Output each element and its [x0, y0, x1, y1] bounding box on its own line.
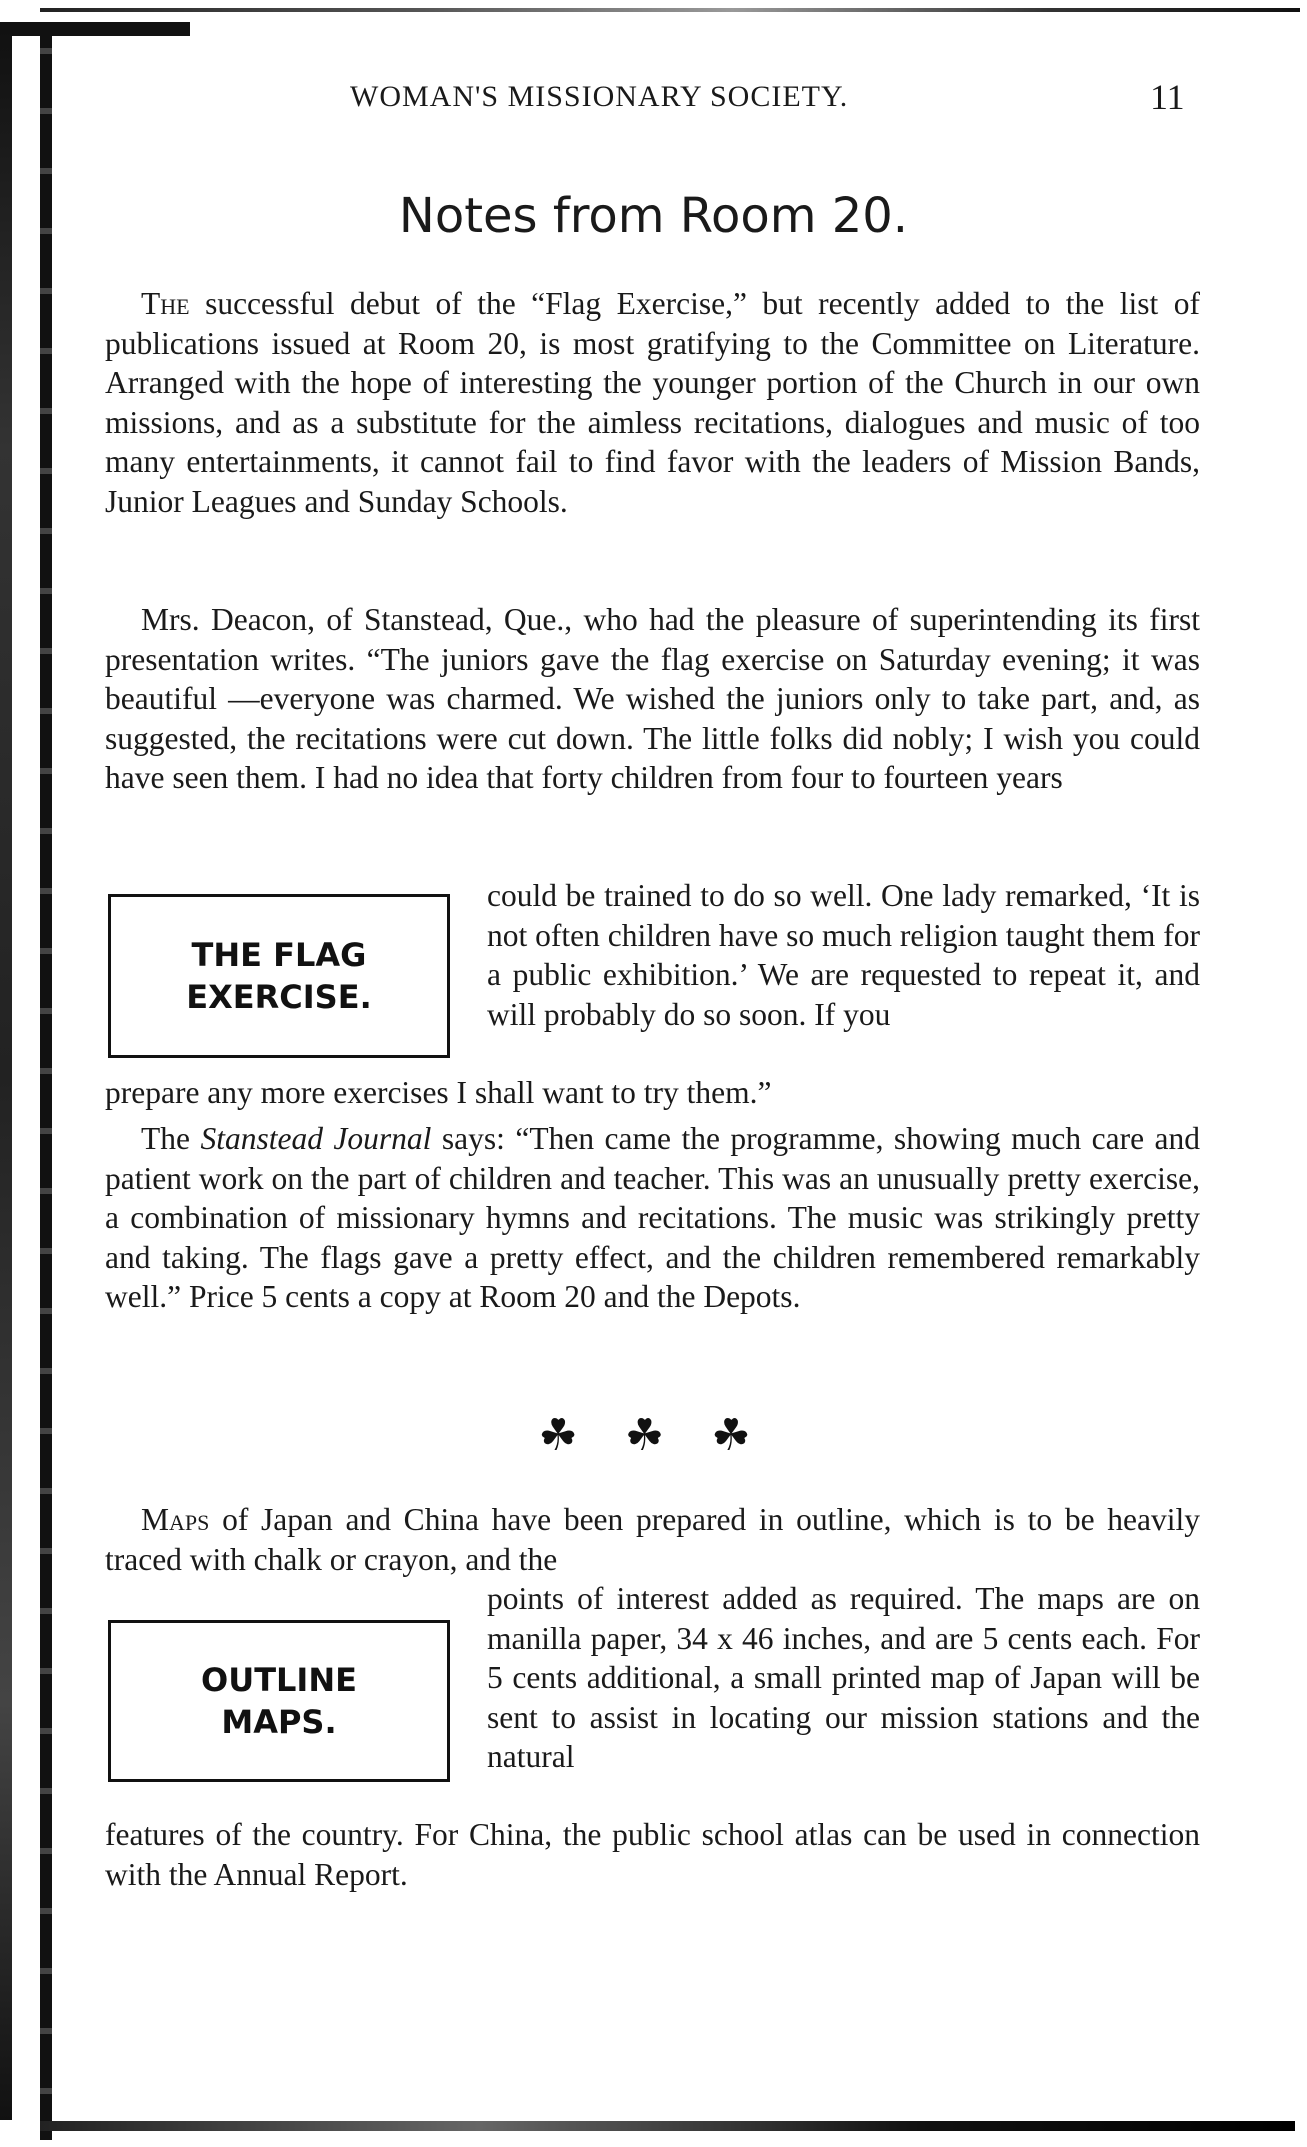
maps-paragraph-top-text: of Japan and China have been prepared in outline, which is to be heavily traced with chalk or crayon, and the	[105, 1502, 1200, 1577]
scan-top-edge	[40, 8, 1300, 12]
stanstead-journal-title: Stanstead Journal	[200, 1121, 432, 1156]
flag-exercise-sidenote	[108, 894, 450, 1058]
flag-paragraph-1	[105, 284, 1200, 521]
scan-binding-edge	[0, 30, 12, 2120]
running-head: WOMAN'S MISSIONARY SOCIETY.	[350, 80, 849, 113]
flag-paragraph-1-text: successful debut of the “Flag Exercise,” but recently added to the list of publications issued at Room 20, is most gratifying to the Committee on Literature. Arranged with the hope of interesting the younger portion of the Church in our own missions, and as a substitute for the aimless recitations, dialogues and music of too many entertainments, it cannot fail to find favor with the leaders of Mission Bands, Junior Leagues and Sunday Schools.	[105, 286, 1200, 519]
section-ornament: ☘ ☘ ☘	[538, 1411, 769, 1460]
flag-paragraph-2-bottom: prepare any more exercises I shall want to try them.”	[105, 1075, 772, 1110]
flag-paragraph-3-text: says: “Then came the programme, showing much care and patient work on the part of children and teacher. This was an unusually pretty exercise, a combination of missionary hymns and recitations. The music was strikingly pretty and taking. The flags gave a pretty effect, and the children remembered remarkably well.” Price 5 cents a copy at Room 20 and the Depots.	[105, 1121, 1200, 1314]
maps-paragraph-top	[105, 1500, 1200, 1579]
scan-top-corner	[0, 22, 190, 36]
maps-paragraph-bottom: features of the country. For China, the public school atlas can be used in connection with the Annual Report.	[105, 1817, 1200, 1892]
maps-paragraph-lead: Maps	[141, 1502, 210, 1537]
outline-maps-sidenote	[108, 1620, 450, 1782]
page-number: 11	[1150, 77, 1185, 117]
maps-sidenote-line-2: MAPS.	[221, 1703, 337, 1741]
maps-sidenote-line-1: OUTLINE	[201, 1661, 357, 1699]
scan-bottom-edge	[40, 2121, 1295, 2131]
page-title: Notes from Room 20.	[398, 188, 909, 244]
flag-paragraph-2-side: could be trained to do so well. One lady remarked, ‘It is not often children have so much religion taught them for a public exhibition.’ We are requested to repeat it, and will probably do so soon. If you	[487, 878, 1200, 1032]
flag-sidenote-line-1: THE FLAG	[191, 936, 367, 974]
flag-paragraph-2-top: Mrs. Deacon, of Stanstead, Que., who had the pleasure of superintending its first presentation writes. “The juniors gave the flag exercise on Saturday evening; it was beautiful —everyone was charmed. We wished the juniors only to take part, and, as suggested, the recitations were cut down. The little folks did nobly; I wish you could have seen them. I had no idea that forty children from four to fourteen years	[105, 602, 1200, 795]
flag-paragraph-3	[105, 1119, 1200, 1317]
scan-spine-edge	[40, 30, 52, 2140]
maps-paragraph-side: points of interest added as required. The maps are on manilla paper, 34 x 46 inches, and are 5 cents each. For 5 cents additional, a small printed map of Japan will be sent to assist in locating our mission stations and the natural	[487, 1581, 1200, 1774]
flag-paragraph-3-lead: The	[141, 1121, 201, 1156]
flag-sidenote-line-2: EXERCISE.	[186, 978, 372, 1016]
flag-paragraph-1-lead: The	[141, 286, 190, 321]
